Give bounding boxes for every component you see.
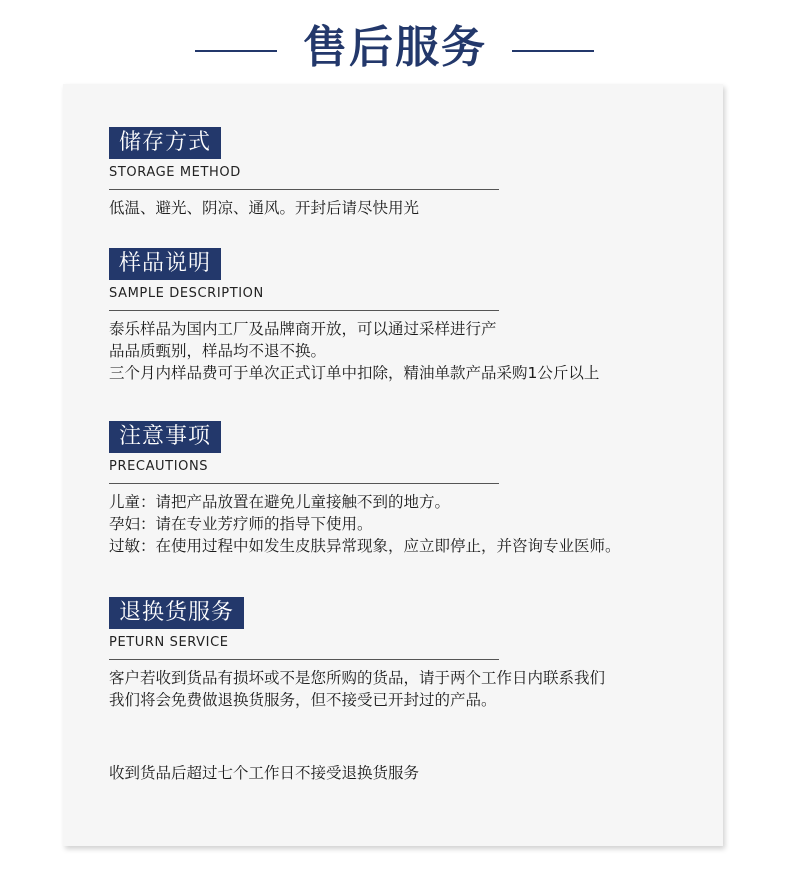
section-body	[109, 318, 599, 384]
section-body	[109, 197, 499, 219]
section-badge: 样品说明	[109, 248, 221, 280]
body-line: 泰乐样品为国内工厂及品牌商开放，可以通过采样进行产	[109, 320, 497, 338]
section-badge: 储存方式	[109, 127, 221, 159]
body-line: 低温、避光、阴凉、通风。开封后请尽快用光	[109, 199, 420, 217]
body-line: 客户若收到货品有损坏或不是您所购的货品，请于两个工作日内联系我们	[109, 669, 606, 687]
section-english-title: PRECAUTIONS	[109, 458, 499, 484]
section-english-title: PETURN SERVICE	[109, 634, 499, 660]
section-sample	[109, 248, 599, 384]
title-divider-left	[195, 50, 277, 52]
section-return-service	[109, 597, 605, 711]
section-storage	[109, 127, 499, 219]
body-line: 儿童：请把产品放置在避免儿童接触不到的地方。	[109, 493, 451, 511]
body-line: 三个月内样品费可于单次正式订单中扣除，精油单款产品采购1公斤以上	[109, 364, 600, 382]
title-divider-right	[512, 50, 594, 52]
section-badge: 注意事项	[109, 421, 221, 453]
body-line: 品品质甄别，样品均不退不换。	[109, 342, 327, 360]
section-english-title: SAMPLE DESCRIPTION	[109, 285, 499, 311]
section-body	[109, 491, 621, 557]
content-panel	[63, 84, 723, 846]
body-line: 我们将会免费做退换货服务，但不接受已开封过的产品。	[109, 691, 497, 709]
body-line: 孕妇：请在专业芳疗师的指导下使用。	[109, 515, 373, 533]
section-badge: 退换货服务	[109, 597, 244, 629]
footer-note: 收到货品后超过七个工作日不接受退换货服务	[109, 764, 420, 782]
section-english-title: STORAGE METHOD	[109, 164, 499, 190]
page-title: 售后服务	[303, 22, 487, 73]
body-line: 过敏：在使用过程中如发生皮肤异常现象，应立即停止，并咨询专业医师。	[109, 537, 621, 555]
section-body	[109, 667, 605, 711]
section-precautions	[109, 421, 621, 557]
page-header	[0, 0, 790, 90]
